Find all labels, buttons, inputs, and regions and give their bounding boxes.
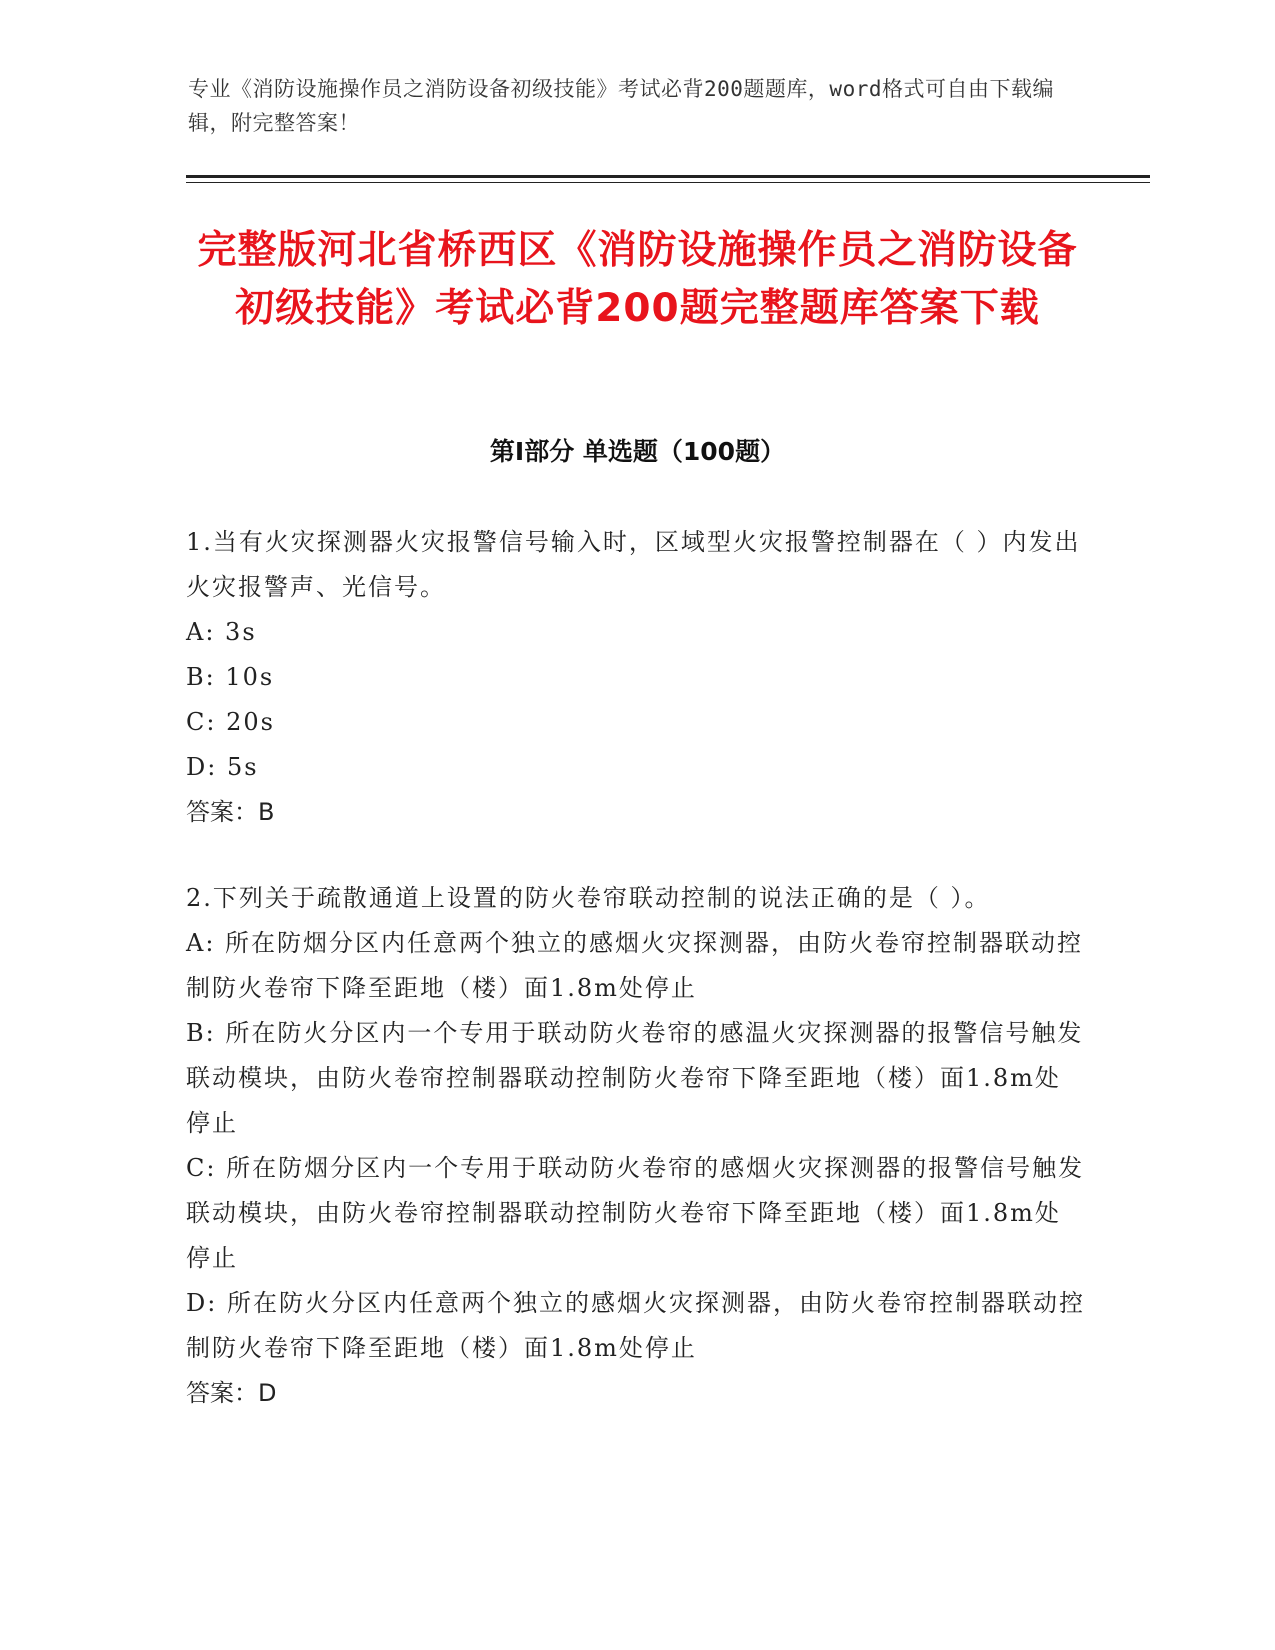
option-b: B: 所在防火分区内一个专用于联动防火卷帘的感温火灾探测器的报警信号触发联动模块，由防火卷帘控制器联动控制防火卷帘下降至距地（楼）面1.8m处停止	[186, 1019, 1084, 1137]
section-title: 第I部分 单选题（100题）	[489, 437, 786, 466]
answer: 答案：D	[186, 1379, 277, 1407]
option-b: B: 10s	[186, 663, 275, 691]
question-text: 2.下列关于疏散通道上设置的防火卷帘联动控制的说法正确的是（ ）。	[186, 884, 991, 912]
header-divider-thick	[186, 175, 1150, 178]
question-1	[186, 520, 1086, 835]
option-a: A: 3s	[186, 618, 257, 646]
option-d: D: 5s	[186, 753, 259, 781]
question-text: 1.当有火灾探测器火灾报警信号输入时，区域型火灾报警控制器在（ ）内发出火灾报警声、光信号。	[186, 528, 1081, 601]
header-note: 专业《消防设施操作员之消防设备初级技能》考试必背200题题库，word格式可自由下载编辑，附完整答案！	[188, 77, 1054, 135]
option-d: D: 所在防火分区内任意两个独立的感烟火灾探测器，由防火卷帘控制器联动控制防火卷帘下降至距地（楼）面1.8m处停止	[186, 1289, 1085, 1362]
answer: 答案：B	[186, 798, 275, 826]
option-c: C: 所在防烟分区内一个专用于联动防火卷帘的感烟火灾探测器的报警信号触发联动模块，由防火卷帘控制器联动控制防火卷帘下降至距地（楼）面1.8m处停止	[186, 1154, 1085, 1272]
question-list	[186, 520, 1086, 1457]
document-title: 完整版河北省桥西区《消防设施操作员之消防设备初级技能》考试必背200题完整题库答案下载	[197, 228, 1078, 331]
option-a: A: 所在防烟分区内任意两个独立的感烟火灾探测器，由防火卷帘控制器联动控制防火卷帘下降至距地（楼）面1.8m处停止	[186, 929, 1084, 1002]
question-2	[186, 876, 1086, 1416]
header-divider-thin	[186, 182, 1150, 183]
option-c: C: 20s	[186, 708, 275, 736]
